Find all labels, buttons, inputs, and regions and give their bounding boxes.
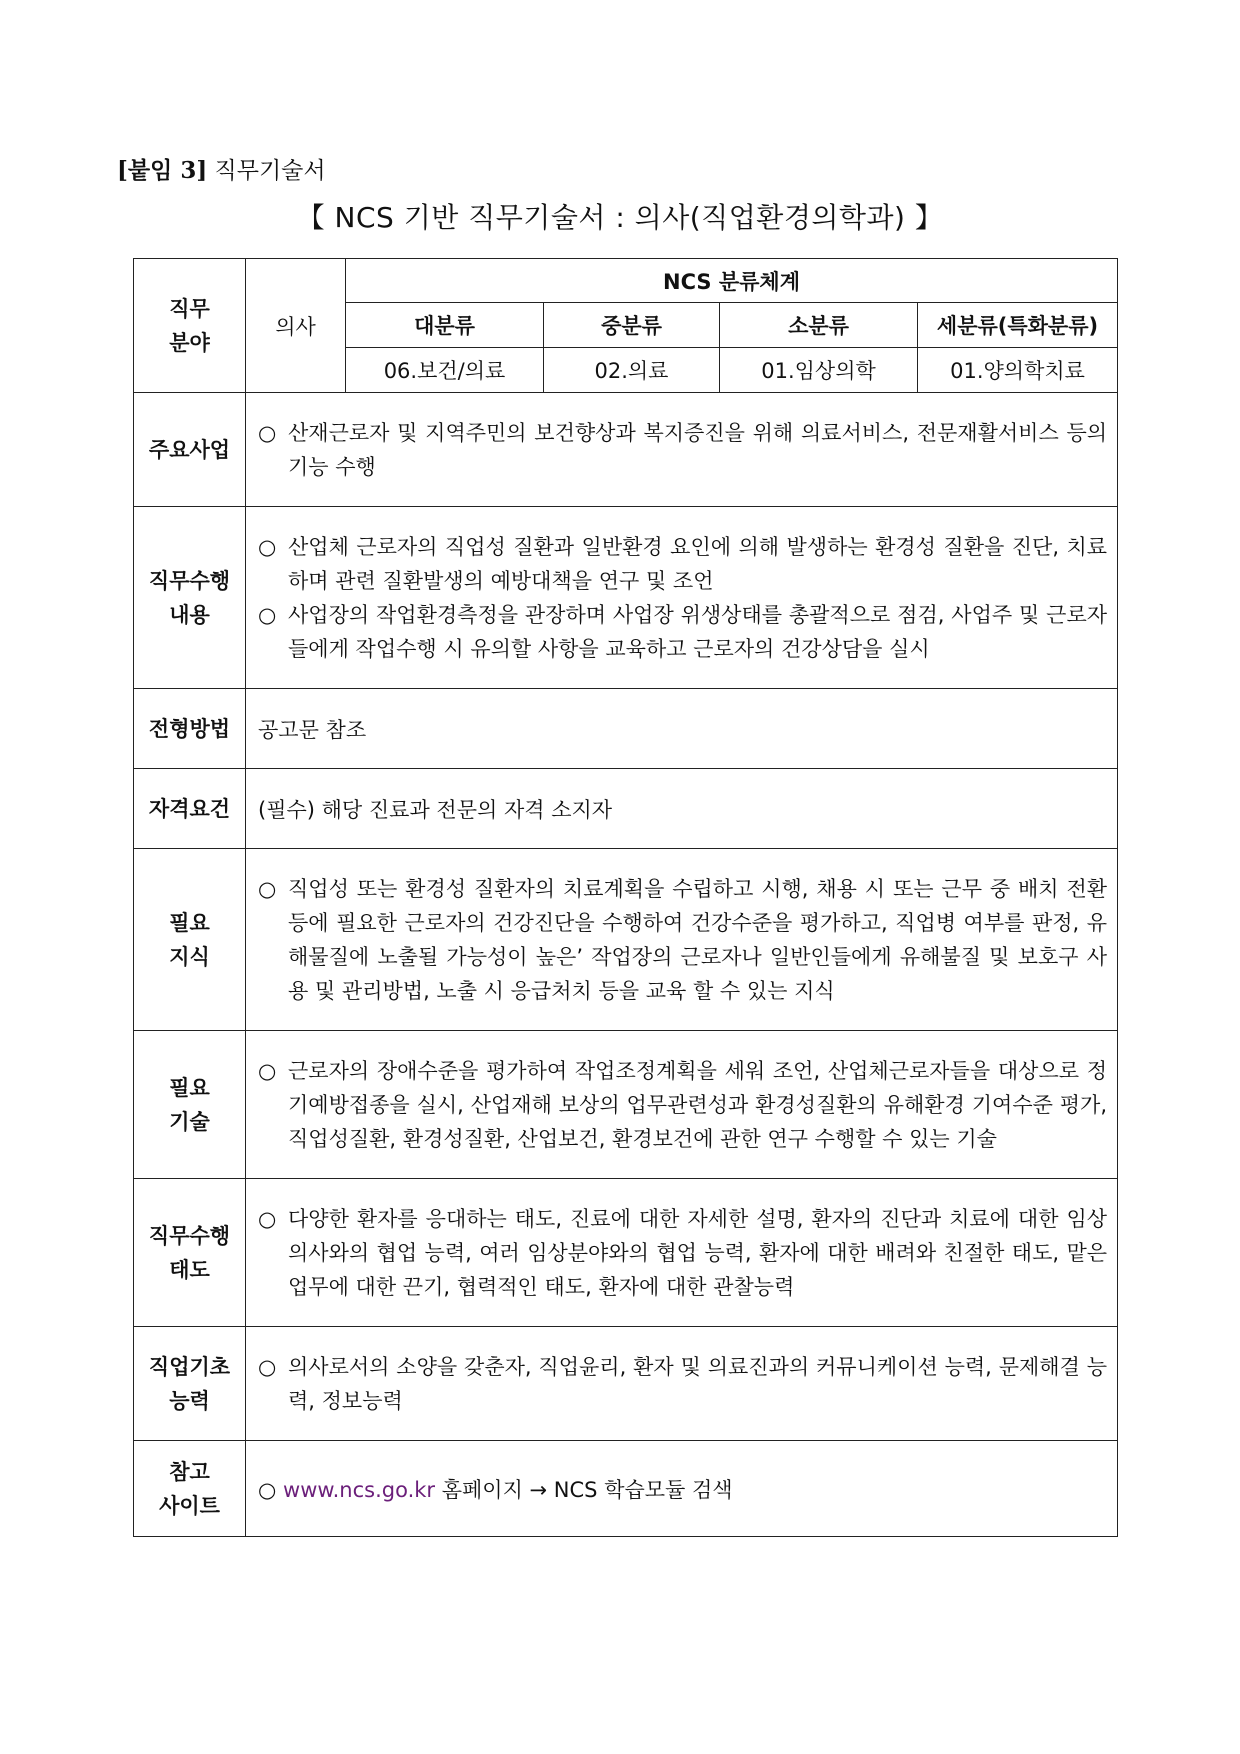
col-middle: 중분류 <box>544 303 720 348</box>
bullet-icon: ○ <box>258 420 277 445</box>
bullet-icon: ○ <box>258 534 277 559</box>
row-content: 공고문 참조 <box>246 689 1118 769</box>
list-item: ○ 사업장의 작업환경측정을 관장하며 사업장 위생상태를 총괄적으로 점검, 사업주 및 근로자들에게 작업수행 시 유의할 사항을 교육하고 근로자의 건강상담을 실시 <box>258 598 1107 666</box>
bullet-icon: ○ <box>258 1058 277 1083</box>
row-label: 직업기초 능력 <box>134 1327 246 1441</box>
row-job-duties <box>134 507 1118 689</box>
val-minor: 01.임상의학 <box>720 348 918 393</box>
row-content <box>246 1327 1118 1441</box>
val-major: 06.보건/의료 <box>346 348 544 393</box>
row-content <box>246 393 1118 507</box>
bullet-icon: ○ <box>258 1477 277 1502</box>
list-item: ○ 근로자의 장애수준을 평가하여 작업조정계획을 세워 조언, 산업체근로자들을 대상으로 정기예방접종을 실시, 산업재해 보상의 업무관련성과 환경성질환의 유해환경 기여수준 평가, 직업성질환, 환경성질환, 산업보건, 환경보건에 관한 연구 수행할 수 있는 기술 <box>258 1054 1107 1156</box>
row-label: 필요 기술 <box>134 1031 246 1179</box>
bullet-icon: ○ <box>258 876 277 901</box>
row-basic-competency <box>134 1327 1118 1441</box>
list-item: ○ 산업체 근로자의 직업성 질환과 일반환경 요인에 의해 발생하는 환경성 질환을 진단, 치료하며 관련 질환발생의 예방대책을 연구 및 조언 <box>258 530 1107 598</box>
attachment-caption <box>117 152 326 185</box>
row-label: 주요사업 <box>134 393 246 507</box>
row-content <box>246 507 1118 689</box>
row-content <box>246 1179 1118 1327</box>
row-knowledge <box>134 849 1118 1031</box>
field-label: 직무 분야 <box>134 259 246 393</box>
row-label: 전형방법 <box>134 689 246 769</box>
row-label: 직무수행 태도 <box>134 1179 246 1327</box>
row-main-business <box>134 393 1118 507</box>
bullet-icon: ○ <box>258 1206 277 1231</box>
list-item: ○ 직업성 또는 환경성 질환자의 치료계획을 수립하고 시행, 채용 시 또는 근무 중 배치 전환 등에 필요한 근로자의 건강진단을 수행하여 건강수준을 평가하고, 직업병 여부를 판정, 유해물질에 노출될 가능성이 높은’ 작업장의 근로자나 일반인들에게 유해불질 및 보호구 사용 및 관리방법, 노출 시 응급처치 등을 교육 할 수 있는 지식 <box>258 872 1107 1008</box>
row-reference <box>134 1441 1118 1537</box>
row-content <box>246 1031 1118 1179</box>
col-major: 대분류 <box>346 303 544 348</box>
row-label: 직무수행 내용 <box>134 507 246 689</box>
val-detail: 01.양의학치료 <box>918 348 1118 393</box>
bullet-icon: ○ <box>258 602 277 627</box>
attachment-label: 직무기술서 <box>214 158 326 184</box>
document-title: 【 NCS 기반 직무기술서 : 의사(직업환경의학과) 】 <box>296 201 944 234</box>
reference-text: 홈페이지 → NCS 학습모듈 검색 <box>435 1477 733 1502</box>
row-label: 참고 사이트 <box>134 1441 246 1537</box>
list-item: ○ 산재근로자 및 지역주민의 보건향상과 복지증진을 위해 의료서비스, 전문재활서비스 등의 기능 수행 <box>258 416 1107 484</box>
job-description-table <box>133 258 1118 1537</box>
col-minor: 소분류 <box>720 303 918 348</box>
job-title: 의사 <box>246 259 346 393</box>
attachment-prefix: [붙임 3] <box>117 157 208 184</box>
row-content <box>246 1441 1118 1537</box>
row-label: 자격요건 <box>134 769 246 849</box>
ncs-header: NCS 분류체계 <box>346 259 1118 303</box>
val-middle: 02.의료 <box>544 348 720 393</box>
ncs-website-link[interactable]: www.ncs.go.kr <box>283 1477 436 1502</box>
row-content <box>246 849 1118 1031</box>
row-skills <box>134 1031 1118 1179</box>
col-detail: 세분류(특화분류) <box>918 303 1118 348</box>
row-label: 필요 지식 <box>134 849 246 1031</box>
list-item: ○ 다양한 환자를 응대하는 태도, 진료에 대한 자세한 설명, 환자의 진단과 치료에 대한 임상 의사와의 협업 능력, 여러 임상분야와의 협업 능력, 환자에 대한 배려와 친절한 태도, 맡은 업무에 대한 끈기, 협력적인 태도, 환자에 대한 관찰능력 <box>258 1202 1107 1304</box>
list-item: ○ 의사로서의 소양을 갖춘자, 직업윤리, 환자 및 의료진과의 커뮤니케이션 능력, 문제해결 능력, 정보능력 <box>258 1350 1107 1418</box>
row-attitude <box>134 1179 1118 1327</box>
row-content: (필수) 해당 진료과 전문의 자격 소지자 <box>246 769 1118 849</box>
bullet-icon: ○ <box>258 1354 277 1379</box>
row-qualification <box>134 769 1118 849</box>
row-selection <box>134 689 1118 769</box>
